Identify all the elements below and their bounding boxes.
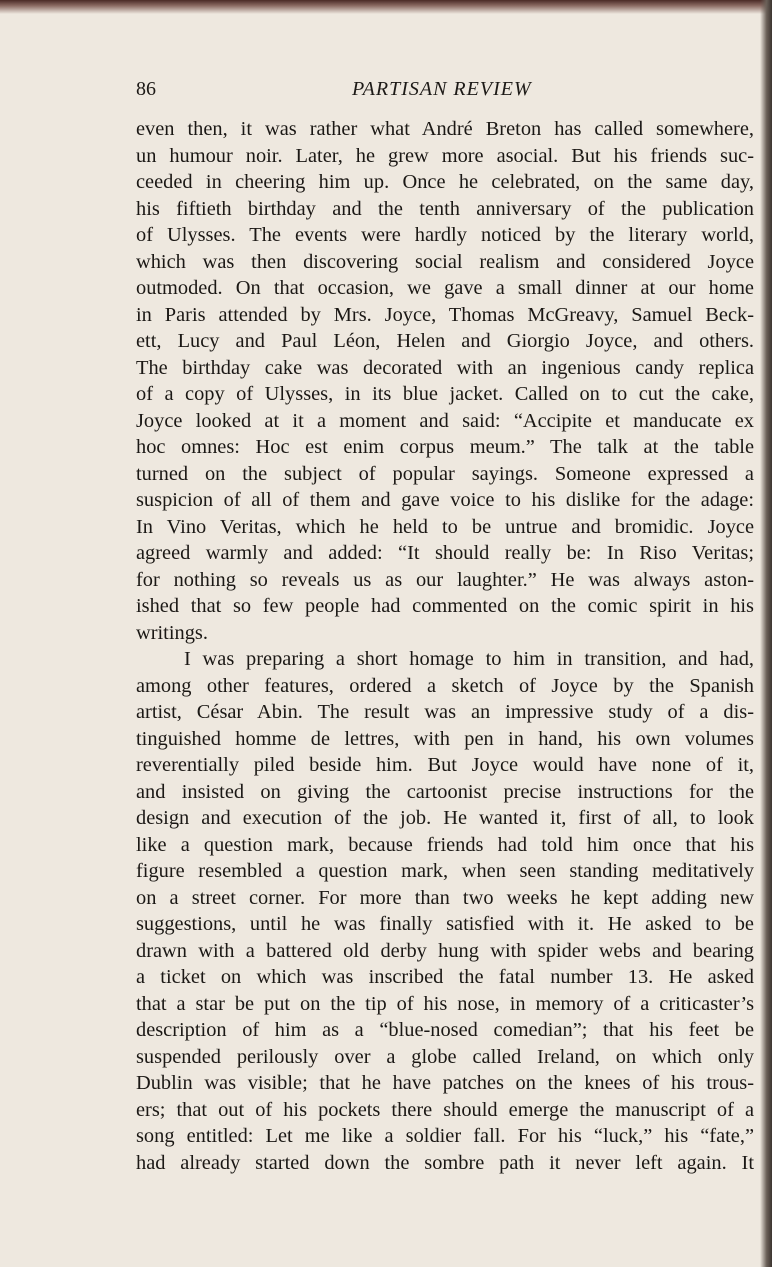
text-line: drawn with a battered old derby hung with spider webs and bearing — [136, 939, 754, 962]
text-line: reverentially piled beside him. But Joyce would have none of it, — [136, 754, 754, 776]
text-line: tinguished homme de lettres, with pen in hand, his own volumes — [136, 727, 754, 750]
text-line: Joyce looked at it a moment and said: “Accipite et manducate ex — [136, 409, 754, 432]
text-line: of a copy of Ulysses, in its blue jacket. Called on to cut the cake, — [136, 383, 754, 405]
text-line: in Paris attended by Mrs. Joyce, Thomas McGreavy, Samuel Beck- — [136, 303, 754, 326]
text-line: which was then discovering social realism and considered Joyce — [136, 250, 754, 273]
text-line: suggestions, until he was finally satisfied with it. He asked to be — [136, 913, 754, 935]
text-line: ett, Lucy and Paul Léon, Helen and Giorgio Joyce, and others. — [136, 330, 754, 352]
text-line: ers; that out of his pockets there should emerge the manuscript of a — [136, 1098, 754, 1121]
page-top-shadow — [0, 0, 772, 14]
text-line: ished that so few people had commented on the comic spirit in his — [136, 595, 754, 617]
text-line: suspended perilously over a globe called Ireland, on which only — [136, 1045, 754, 1068]
text-line: even then, it was rather what André Breton has called somewhere, — [136, 118, 754, 140]
text-line: I was preparing a short homage to him in transition, and had, — [184, 648, 754, 670]
text-line: un humour noir. Later, he grew more asocial. But his friends suc- — [136, 144, 754, 167]
text-line: The birthday cake was decorated with an ingenious candy replica — [136, 356, 754, 379]
text-line: his fiftieth birthday and the tenth anniversary of the publication — [136, 197, 754, 220]
text-line: outmoded. On that occasion, we gave a small dinner at our home — [136, 277, 754, 299]
text-line: and insisted on giving the cartoonist precise instructions for the — [136, 780, 754, 803]
text-line: among other features, ordered a sketch of Joyce by the Spanish — [136, 674, 754, 697]
page-number: 86 — [136, 78, 156, 100]
text-line: of Ulysses. The events were hardly noticed by the literary world, — [136, 224, 754, 246]
body-text — [136, 116, 754, 1176]
text-line: figure resembled a question mark, when seen standing meditatively — [136, 860, 754, 882]
journal-title: PARTISAN REVIEW — [352, 78, 532, 100]
text-line: writings. — [136, 621, 208, 644]
text-line: agreed warmly and added: “It should really be: In Riso Veritas; — [136, 542, 754, 564]
text-line: In Vino Veritas, which he held to be untrue and bromidic. Joyce — [136, 515, 754, 538]
text-line: ceeded in cheering him up. Once he celebrated, on the same day, — [136, 171, 754, 193]
text-line: description of him as a “blue-nosed comedian”; that his feet be — [136, 1019, 754, 1041]
text-line: on a street corner. For more than two weeks he kept adding new — [136, 886, 754, 909]
text-line: suspicion of all of them and gave voice to his dislike for the adage: — [136, 489, 754, 511]
text-line: a ticket on which was inscribed the fatal number 13. He asked — [136, 966, 754, 988]
text-line: Dublin was visible; that he have patches on the knees of his trous- — [136, 1072, 754, 1094]
text-line: that a star be put on the tip of his nose, in memory of a criticaster’s — [136, 992, 754, 1015]
text-line: song entitled: Let me like a soldier fall. For his “luck,” his “fate,” — [136, 1125, 754, 1147]
text-line: had already started down the sombre path it never left again. It — [136, 1151, 754, 1174]
text-line: artist, César Abin. The result was an impressive study of a dis- — [136, 701, 754, 723]
text-line: like a question mark, because friends had told him once that his — [136, 833, 754, 856]
running-header — [136, 78, 736, 106]
text-line: hoc omnes: Hoc est enim corpus meum.” The talk at the table — [136, 436, 754, 458]
text-line: design and execution of the job. He wanted it, first of all, to look — [136, 807, 754, 829]
text-line: for nothing so reveals us as our laughter.” He was always aston- — [136, 568, 754, 591]
page-binding-edge — [760, 0, 772, 1267]
text-line: turned on the subject of popular sayings. Someone expressed a — [136, 462, 754, 485]
